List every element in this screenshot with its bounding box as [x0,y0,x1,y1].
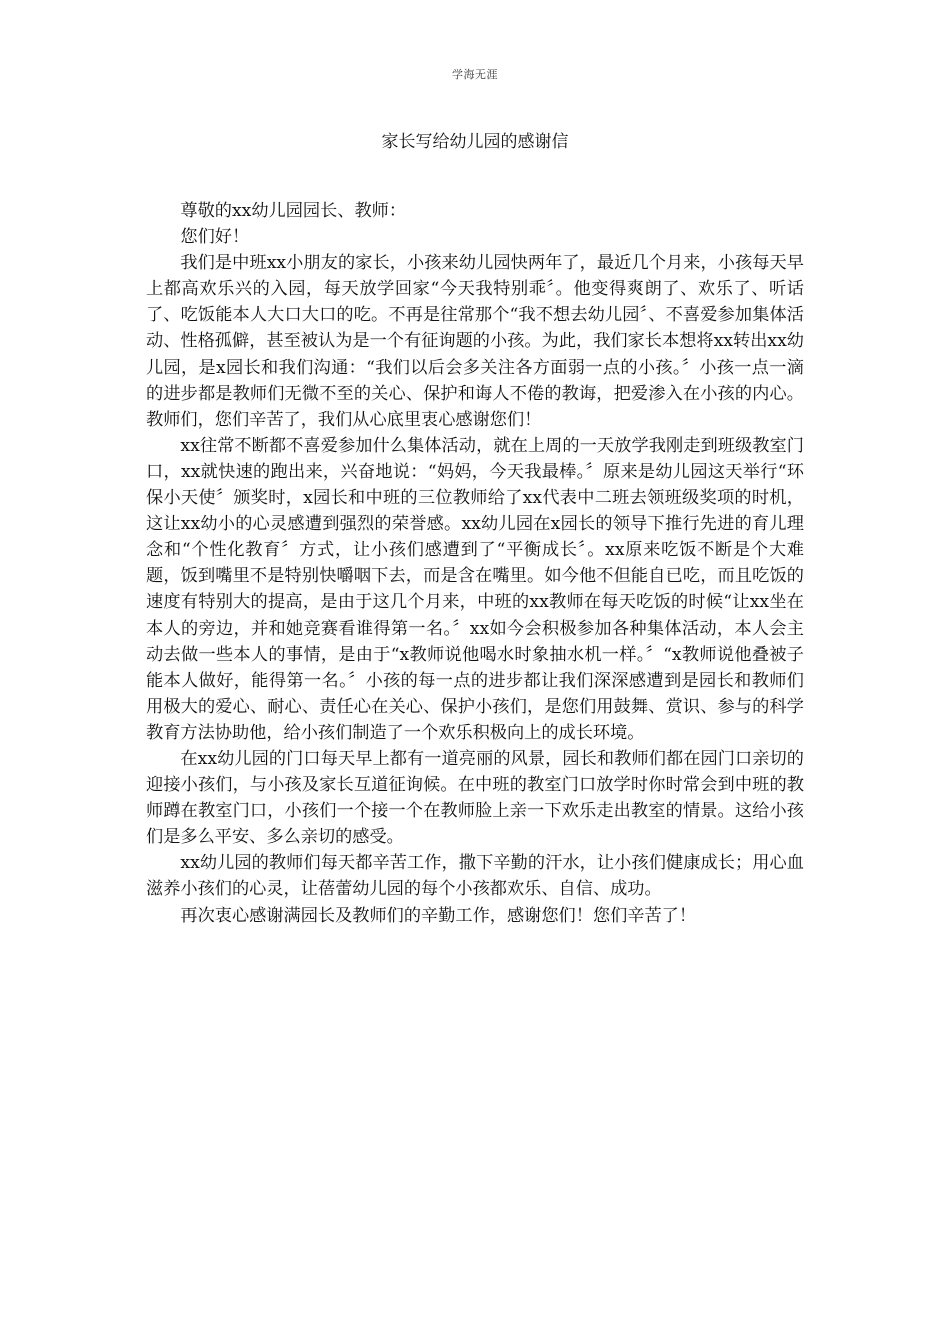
closing-paragraph: 再次衷心感谢满园长及教师们的辛勤工作，感谢您们！您们辛苦了！ [180,905,697,926]
body-paragraph: 我们是中班xx小朋友的家长，小孩来幼儿园快两年了，最近几个月来，小孩每天早上都高欢乐兴的入园，每天放学回家“今天我特别乖〞。他变得爽朗了、欢乐了、听话了、吃饭能本人大口大口的吃。不再是往常那个“我不想去幼儿园〞、不喜爱参加集体活动、性格孤僻，甚至被认为是一个有征询题的小孩。为此，我们家长本想将xx转出xx幼儿园，是x园长和我们沟通：“我们以后会多关注各方面弱一点的小孩。〞小孩一点一滴的进步都是教师们无微不至的关心、保护和诲人不倦的教诲，把爱渗入在小孩的内心。教师们，您们辛苦了，我们从心底里衷心感谢您们！ [146,253,804,430]
greeting: 您们好！ [180,227,250,248]
body-paragraph: xx幼儿园的教师们每天都辛苦工作，撒下辛勤的汗水，让小孩们健康成长；用心血滋养小孩们的心灵，让蓓蕾幼儿园的每个小孩都欢乐、自信、成功。 [146,853,804,900]
page-header: 学海无涯 [452,68,498,81]
body-paragraph: xx往常不断都不喜爱参加什么集体活动，就在上周的一天放学我刚走到班级教室门口，xx就快速的跑出来，兴奋地说：“妈妈，今天我最棒。〞原来是幼儿园这天举行“环保小天使〞颁奖时，x园长和中班的三位教师给了xx代表中二班去领班级奖项的时机，这让xx幼小的心灵感遭到强烈的荣誉感。xx幼儿园在x园长的领导下推行先进的育儿理念和“个性化教育〞方式，让小孩们感遭到了“平衡成长〞。xx原来吃饭不断是个大难题，饭到嘴里不是特别快嚼咽下去，而是含在嘴里。如今他不但能自已吃，而且吃饭的速度有特别大的提高，是由于这几个月来，中班的xx教师在每天吃饭的时候“让xx坐在本人的旁边，并和她竞赛看谁得第一名。〞xx如今会积极参加各种集体活动，本人会主动去做一些本人的事情，是由于“x教师说他喝水时象抽水机一样。〞“x教师说他叠被子能本人做好，能得第一名。〞小孩的每一点的进步都让我们深深感遭到是园长和教师们用极大的爱心、耐心、责任心在关心、保护小孩们，是您们用鼓舞、赏识、参与的科学教育方法协助他，给小孩们制造了一个欢乐积极向上的成长环境。 [146,435,804,743]
letter-body [146,198,804,929]
body-paragraph: 在xx幼儿园的门口每天早上都有一道亮丽的风景，园长和教师们都在园门口亲切的迎接小孩们，与小孩及家长互道征询候。在中班的教室门口放学时你时常会到中班的教师蹲在教室门口，小孩们一个接一个在教师脸上亲一下欢乐走出教室的情景。这给小孩们是多么平安、多么亲切的感受。 [146,748,804,848]
document-title: 家长写给幼儿园的感谢信 [381,132,569,152]
salutation: 尊敬的xx幼儿园园长、教师： [180,201,407,221]
